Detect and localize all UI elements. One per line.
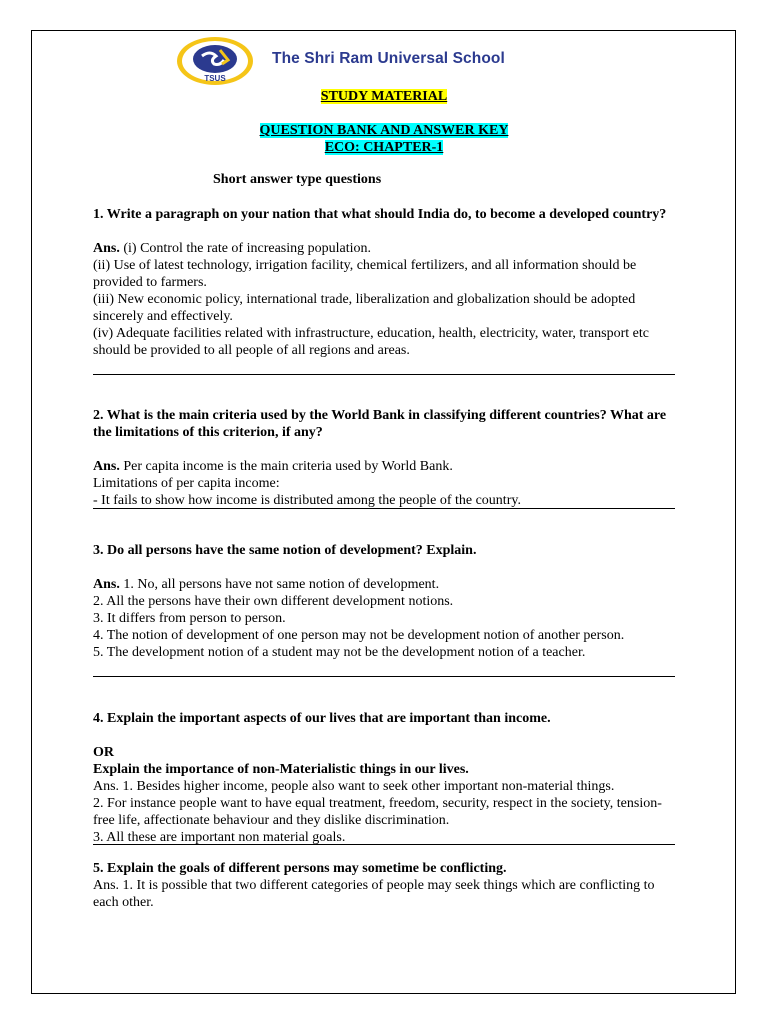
answer-4-line: 2. For instance people want to have equal treatment, freedom, security, respect in the society, tension-free life, affectionate behaviour and they dislike discrimination. [93, 796, 662, 828]
school-header [176, 36, 596, 86]
or-label: OR [93, 745, 114, 760]
answer-4-line: 3. All these are important non material goals. [93, 830, 346, 845]
answer-text: 1. No, all persons have not same notion of development. [119, 577, 440, 592]
question-1: 1. Write a paragraph on your nation that what should India do, to become a developed country? [93, 207, 667, 222]
question-2-block [93, 407, 675, 509]
page-border [31, 30, 736, 994]
school-name: The Shri Ram Universal School [272, 50, 505, 67]
answer-3-line: 4. The notion of development of one person may not be development notion of another person. [93, 628, 625, 643]
answer-3-first [93, 576, 675, 593]
question-5-block [93, 860, 675, 911]
answer-text: Per capita income is the main criteria used by World Bank. [119, 459, 453, 474]
question-bank-text: QUESTION BANK AND ANSWER KEY [259, 123, 509, 138]
answer-2-first [93, 458, 675, 475]
divider [93, 508, 675, 509]
answer-1-first [93, 240, 675, 257]
question-4-block [93, 710, 675, 846]
answer-5-line: Ans. 1. It is possible that two different categories of people may seek things which are conflicting to each other. [93, 878, 655, 910]
answer-2-line: - It fails to show how income is distributed among the people of the country. [93, 493, 521, 508]
divider [93, 676, 675, 677]
answer-text: (i) Control the rate of increasing population. [119, 241, 372, 256]
answer-label: Ans. [93, 241, 120, 256]
question-3: 3. Do all persons have the same notion of development? Explain. [93, 543, 477, 558]
answer-3-line: 2. All the persons have their own different development notions. [93, 594, 454, 609]
study-material-text: STUDY MATERIAL [320, 89, 448, 104]
question-5: 5. Explain the goals of different persons may sometime be conflicting. [93, 861, 507, 876]
question-3-block [93, 542, 675, 661]
answer-label: Ans. [93, 459, 120, 474]
answer-1-line: (ii) Use of latest technology, irrigation facility, chemical fertilizers, and all information should be provided to farmers. [93, 258, 637, 290]
answer-4-line: Ans. 1. Besides higher income, people also want to seek other important non-material things. [93, 779, 615, 794]
divider [93, 374, 675, 375]
question-2: 2. What is the main criteria used by the World Bank in classifying different countries? What are the limitations of this criterion, if any? [93, 408, 667, 440]
answer-label: Ans. [93, 577, 120, 592]
answer-1-line: (iv) Adequate facilities related with infrastructure, education, health, electricity, water, transport etc should be provided to all people of all regions and areas. [93, 326, 649, 358]
question-bank-heading [0, 123, 768, 139]
divider [93, 844, 675, 845]
chapter-heading [0, 140, 768, 156]
answer-3-line: 3. It differs from person to person. [93, 611, 286, 626]
answer-3-line: 5. The development notion of a student may not be the development notion of a teacher. [93, 645, 586, 660]
section-title: Short answer type questions [213, 172, 382, 187]
school-logo [176, 36, 254, 86]
answer-1-line: (iii) New economic policy, international trade, liberalization and globalization should be adopted sincerely and effectively. [93, 292, 636, 324]
question-4-alt: Explain the importance of non-Materialistic things in our lives. [93, 762, 469, 777]
study-material-heading [0, 89, 768, 105]
chapter-text: ECO: CHAPTER-1 [324, 140, 444, 155]
question-1-block [93, 206, 675, 359]
question-4: 4. Explain the important aspects of our lives that are important than income. [93, 711, 551, 726]
logo-text: TSUS [204, 74, 226, 83]
answer-2-line: Limitations of per capita income: [93, 476, 280, 491]
